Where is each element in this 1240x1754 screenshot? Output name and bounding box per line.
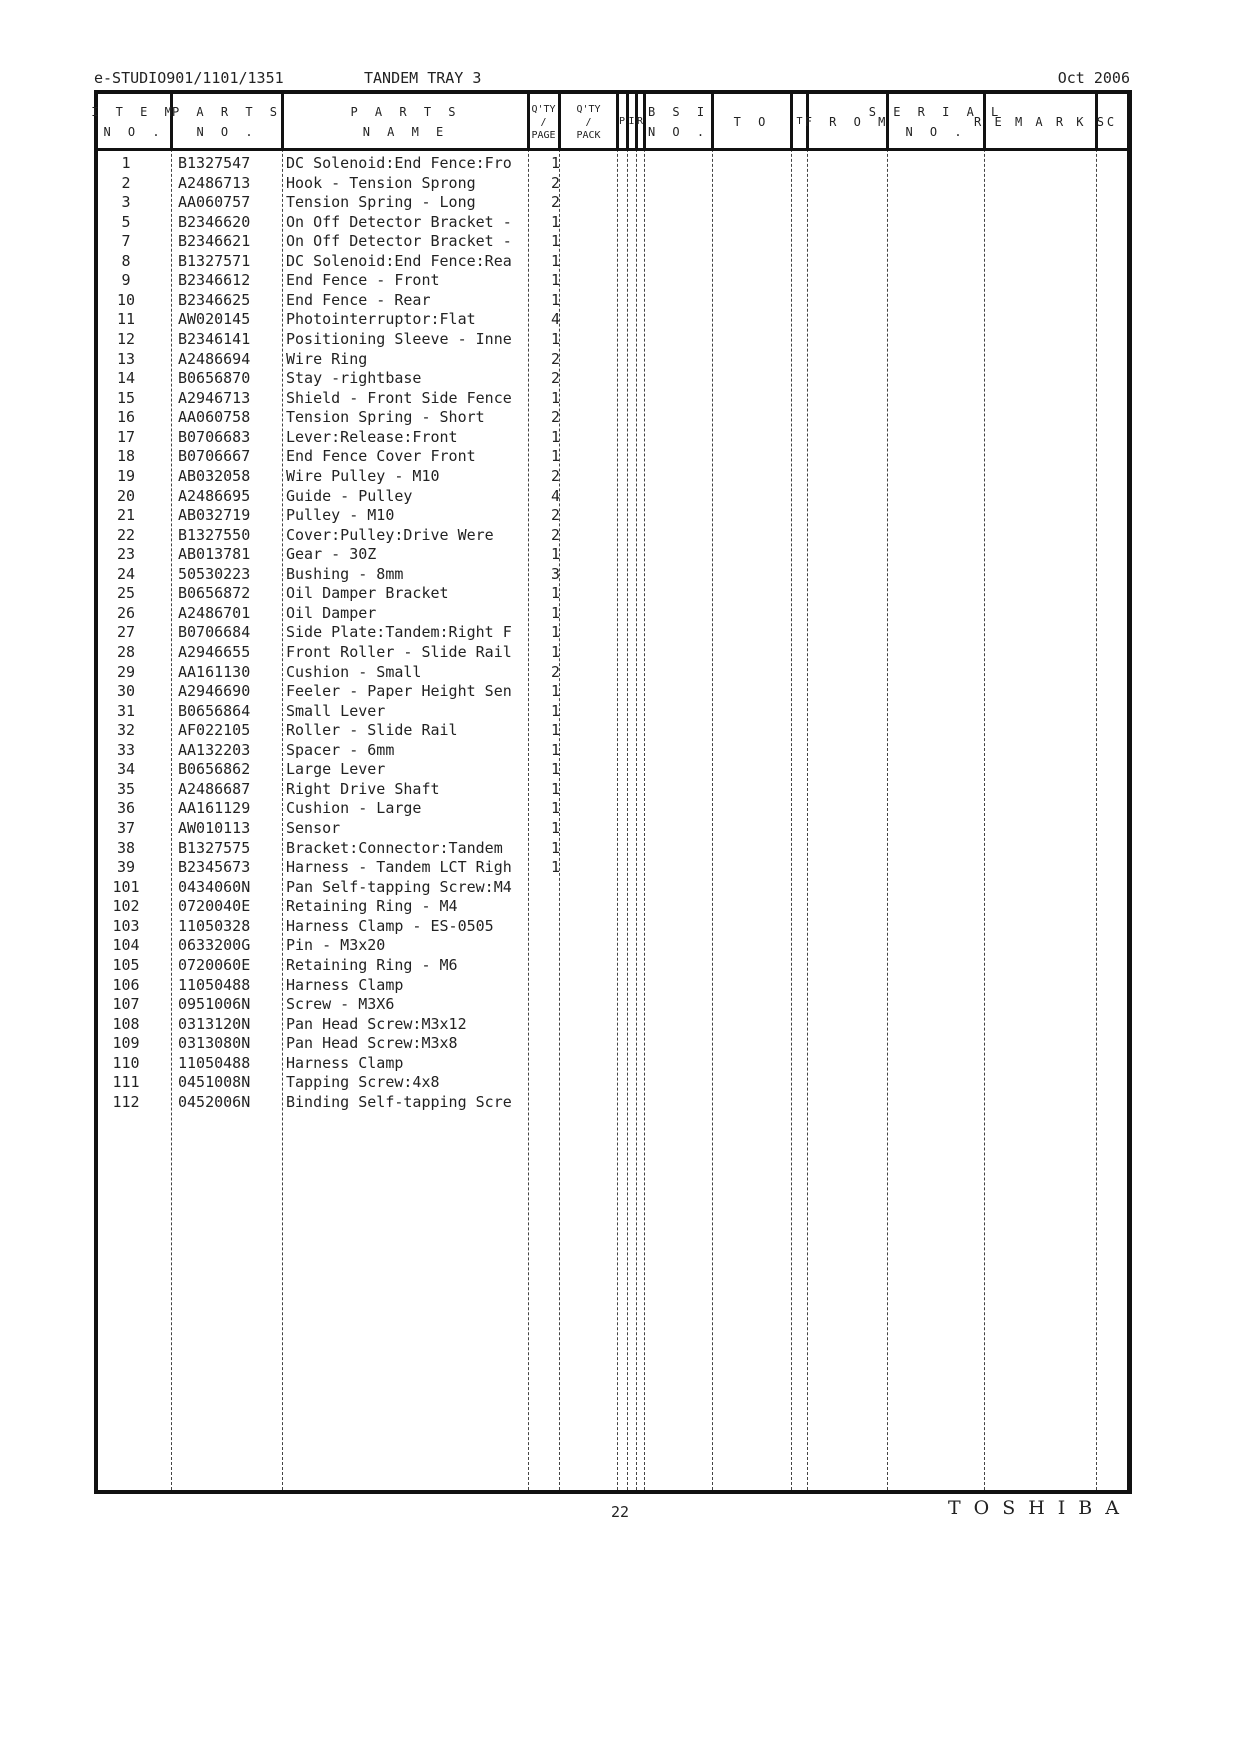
part-name-cell: End Fence - Front: [286, 271, 440, 290]
table-row: [98, 643, 1127, 663]
part-no-cell: 0720040E: [178, 897, 251, 916]
qty-page-cell: 2: [550, 662, 560, 681]
part-no-cell: B2346620: [178, 212, 251, 231]
item-no-cell: 30: [116, 682, 136, 701]
qty-page-cell: 2: [550, 349, 560, 368]
part-no-cell: 0633200G: [178, 936, 251, 955]
item-no-cell: 37: [116, 819, 136, 838]
part-no-cell: AB032058: [178, 466, 251, 485]
table-row: [98, 565, 1127, 585]
part-no-cell: 0452006N: [178, 1092, 251, 1111]
part-no-cell: A2486695: [178, 486, 251, 505]
table-row: [98, 330, 1127, 350]
part-name-cell: DC Solenoid:End Fence:Rea: [286, 251, 512, 270]
header-from: F R O M: [804, 115, 891, 129]
item-no-cell: 27: [116, 623, 136, 642]
table-row: [98, 213, 1127, 233]
item-no-cell: 28: [116, 643, 136, 661]
item-no-cell: 107: [112, 995, 140, 1014]
revision-date: Oct 2006: [1057, 69, 1130, 87]
qty-page-cell: 1: [550, 330, 560, 349]
part-no-cell: B0706684: [178, 623, 251, 642]
table-row: [98, 819, 1127, 839]
qty-page-cell: 1: [550, 623, 560, 642]
table-row: [98, 995, 1127, 1015]
page-number: 22: [610, 1503, 630, 1521]
qty-page-cell: 1: [550, 760, 560, 779]
part-no-cell: AA161129: [178, 799, 251, 818]
qty-page-cell: 1: [550, 799, 560, 818]
table-row: [98, 271, 1127, 291]
parts-list-table: [91, 90, 1132, 1494]
qty-page-cell: 1: [550, 271, 560, 290]
qty-page-cell: 1: [550, 682, 560, 701]
part-no-cell: B0656864: [178, 701, 251, 720]
part-name-cell: Binding Self-tapping Scre: [286, 1092, 512, 1111]
qty-page-cell: 1: [550, 740, 560, 759]
part-name-cell: Hook - Tension Sprong: [286, 173, 476, 192]
qty-page-cell: 2: [550, 408, 560, 427]
table-row: [98, 682, 1127, 702]
table-row: [98, 897, 1127, 917]
item-no-cell: 25: [116, 584, 136, 603]
qty-page-cell: 1: [550, 779, 560, 798]
part-name-cell: Pan Head Screw:M3x12: [286, 1014, 467, 1033]
part-name-cell: Side Plate:Tandem:Right F: [286, 623, 512, 642]
part-name-cell: Pulley - M10: [286, 506, 395, 525]
table-row: [98, 780, 1127, 800]
table-row: [98, 956, 1127, 976]
table-row: [98, 917, 1127, 937]
part-no-cell: AB013781: [178, 545, 251, 564]
table-row: [98, 310, 1127, 330]
item-no-cell: 109: [112, 1034, 140, 1053]
part-no-cell: 11050488: [178, 975, 251, 994]
header-t: T: [796, 116, 803, 127]
part-name-cell: Guide - Pulley: [286, 486, 413, 505]
part-name-cell: Pan Self-tapping Screw:M4: [286, 877, 512, 896]
part-no-cell: A2946713: [178, 388, 251, 407]
table-row: [98, 428, 1127, 448]
part-name-cell: Gear - 30Z: [286, 545, 377, 564]
item-no-cell: 1: [121, 154, 131, 172]
qty-page-cell: 1: [550, 643, 560, 661]
table-row: [98, 702, 1127, 722]
header-bsi-no: B S I N O .: [647, 105, 710, 139]
item-no-cell: 35: [116, 779, 136, 798]
table-row: [98, 839, 1127, 859]
part-name-cell: Harness Clamp: [286, 975, 404, 994]
qty-page-cell: 1: [550, 838, 560, 857]
part-no-cell: 0313120N: [178, 1014, 251, 1033]
qty-page-cell: 1: [550, 584, 560, 603]
item-no-cell: 17: [116, 427, 136, 446]
qty-page-cell: 2: [550, 506, 560, 525]
item-no-cell: 103: [112, 916, 140, 935]
item-no-cell: 23: [116, 545, 136, 564]
part-no-cell: AA060757: [178, 193, 251, 212]
part-no-cell: B2346612: [178, 271, 251, 290]
table-row: [98, 741, 1127, 761]
header-parts-no: P A R T S N O .: [171, 105, 283, 139]
part-no-cell: A2486694: [178, 349, 251, 368]
part-name-cell: Small Lever: [286, 701, 386, 720]
item-no-cell: 2: [121, 173, 131, 192]
qty-page-cell: 1: [550, 212, 560, 231]
qty-page-cell: 1: [550, 427, 560, 446]
qty-page-cell: 2: [550, 525, 560, 544]
table-row: [98, 447, 1127, 467]
table-row: [98, 721, 1127, 741]
item-no-cell: 5: [121, 212, 131, 231]
item-no-cell: 20: [116, 486, 136, 505]
qty-page-cell: 1: [550, 701, 560, 720]
table-row: [98, 584, 1127, 604]
item-no-cell: 112: [112, 1092, 140, 1111]
item-no-cell: 31: [116, 701, 136, 720]
item-no-cell: 36: [116, 799, 136, 818]
table-row: [98, 878, 1127, 898]
header-r: R: [636, 116, 644, 127]
part-name-cell: Spacer - 6mm: [286, 740, 395, 759]
part-name-cell: Front Roller - Slide Rail: [286, 643, 512, 661]
part-no-cell: B1327547: [178, 154, 251, 172]
part-no-cell: 0434060N: [178, 877, 251, 896]
table-row: [98, 408, 1127, 428]
part-name-cell: Tension Spring - Long: [286, 193, 476, 212]
table-row: [98, 799, 1127, 819]
qty-page-cell: 4: [550, 486, 560, 505]
table-row: [98, 604, 1127, 624]
part-no-cell: B2346141: [178, 330, 251, 349]
part-name-cell: Large Lever: [286, 760, 386, 779]
part-name-cell: Retaining Ring - M6: [286, 955, 458, 974]
qty-page-cell: 1: [550, 290, 560, 309]
part-no-cell: 0951006N: [178, 995, 251, 1014]
qty-page-cell: 1: [550, 447, 560, 466]
part-no-cell: 11050328: [178, 916, 251, 935]
item-no-cell: 15: [116, 388, 136, 407]
part-no-cell: B2345673: [178, 858, 251, 877]
qty-page-cell: 2: [550, 193, 560, 212]
qty-page-cell: 1: [550, 603, 560, 622]
table-row: [98, 1054, 1127, 1074]
item-no-cell: 14: [116, 369, 136, 388]
item-no-cell: 21: [116, 506, 136, 525]
part-no-cell: A2486713: [178, 173, 251, 192]
table-row: [98, 760, 1127, 780]
table-row: [98, 858, 1127, 878]
table-row: [98, 1073, 1127, 1093]
table-row: [98, 369, 1127, 389]
part-no-cell: AA060758: [178, 408, 251, 427]
part-name-cell: Cover:Pulley:Drive Were: [286, 525, 494, 544]
part-no-cell: B2346621: [178, 232, 251, 251]
part-name-cell: Right Drive Shaft: [286, 779, 440, 798]
table-row: [98, 291, 1127, 311]
qty-page-cell: 1: [550, 388, 560, 407]
model-number: e-STUDIO901/1101/1351: [94, 69, 284, 87]
qty-page-cell: 1: [550, 251, 560, 270]
part-name-cell: End Fence Cover Front: [286, 447, 476, 466]
qty-page-cell: 1: [550, 545, 560, 564]
table-row: [98, 467, 1127, 487]
part-no-cell: AB032719: [178, 506, 251, 525]
item-no-cell: 24: [116, 564, 136, 583]
table-row: [98, 1034, 1127, 1054]
item-no-cell: 8: [121, 251, 131, 270]
part-name-cell: Tapping Screw:4x8: [286, 1073, 440, 1092]
table-row: [98, 506, 1127, 526]
header-c: C: [1106, 115, 1120, 129]
table-row: [98, 526, 1127, 546]
part-name-cell: Wire Ring: [286, 349, 368, 368]
part-no-cell: AF022105: [178, 721, 251, 740]
header-remarks: R E M A R K S: [974, 115, 1107, 129]
item-no-cell: 26: [116, 603, 136, 622]
table-row: [98, 1015, 1127, 1035]
part-no-cell: A2946655: [178, 643, 251, 661]
part-name-cell: Bushing - 8mm: [286, 564, 404, 583]
qty-page-cell: 1: [550, 232, 560, 251]
part-no-cell: A2486687: [178, 779, 251, 798]
part-no-cell: A2946690: [178, 682, 251, 701]
brand-name: TOSHIBA: [947, 1497, 1132, 1519]
item-no-cell: 11: [116, 310, 136, 329]
item-no-cell: 18: [116, 447, 136, 466]
table-row: [98, 174, 1127, 194]
part-no-cell: B2346625: [178, 290, 251, 309]
part-name-cell: Oil Damper Bracket: [286, 584, 449, 603]
table-row: [98, 1093, 1127, 1113]
item-no-cell: 104: [112, 936, 140, 955]
item-no-cell: 39: [116, 858, 136, 877]
item-no-cell: 33: [116, 740, 136, 759]
item-no-cell: 29: [116, 662, 136, 681]
part-no-cell: 50530223: [178, 564, 251, 583]
part-name-cell: Harness Clamp: [286, 1053, 404, 1072]
item-no-cell: 22: [116, 525, 136, 544]
table-row: [98, 663, 1127, 683]
part-name-cell: Retaining Ring - M4: [286, 897, 458, 916]
item-no-cell: 106: [112, 975, 140, 994]
part-name-cell: Tension Spring - Short: [286, 408, 485, 427]
table-row: [98, 976, 1127, 996]
item-no-cell: 12: [116, 330, 136, 349]
header-i: I: [628, 116, 635, 127]
part-no-cell: A2486701: [178, 603, 251, 622]
item-no-cell: 13: [116, 349, 136, 368]
table-row: [98, 487, 1127, 507]
part-name-cell: Sensor: [286, 819, 341, 838]
table-row: [98, 936, 1127, 956]
qty-page-cell: 1: [550, 858, 560, 877]
item-no-cell: 19: [116, 466, 136, 485]
section-title: TANDEM TRAY 3: [364, 69, 482, 87]
qty-page-cell: 1: [550, 819, 560, 838]
item-no-cell: 34: [116, 760, 136, 779]
part-name-cell: Oil Damper: [286, 603, 377, 622]
qty-page-cell: 4: [550, 310, 560, 329]
part-no-cell: AW010113: [178, 819, 251, 838]
part-name-cell: Screw - M3X6: [286, 995, 395, 1014]
part-name-cell: Harness - Tandem LCT Righ: [286, 858, 512, 877]
item-no-cell: 7: [121, 232, 131, 251]
item-no-cell: 111: [112, 1073, 140, 1092]
header-serial-no: S E R I A L N O .: [868, 105, 1004, 139]
item-no-cell: 105: [112, 955, 140, 974]
item-no-cell: 102: [112, 897, 140, 916]
part-no-cell: AA132203: [178, 740, 251, 759]
header-item-no: I T E M N O .: [91, 105, 177, 139]
part-no-cell: 0313080N: [178, 1034, 251, 1053]
part-name-cell: Photointerruptor:Flat: [286, 310, 476, 329]
part-name-cell: Pin - M3x20: [286, 936, 386, 955]
table-row: [98, 154, 1127, 174]
table-row: [98, 193, 1127, 213]
part-no-cell: AA161130: [178, 662, 251, 681]
part-no-cell: B0656872: [178, 584, 251, 603]
qty-page-cell: 1: [550, 721, 560, 740]
table-row: [98, 623, 1127, 643]
header-p: P: [618, 116, 626, 127]
table-row: [98, 252, 1127, 272]
part-name-cell: Wire Pulley - M10: [286, 466, 440, 485]
item-no-cell: 38: [116, 838, 136, 857]
qty-page-cell: 3: [550, 564, 560, 583]
part-name-cell: Feeler - Paper Height Sen: [286, 682, 512, 701]
part-no-cell: B0706667: [178, 447, 251, 466]
part-name-cell: End Fence - Rear: [286, 290, 431, 309]
table-row: [98, 545, 1127, 565]
part-no-cell: B1327571: [178, 251, 251, 270]
item-no-cell: 32: [116, 721, 136, 740]
part-no-cell: B0706683: [178, 427, 251, 446]
part-no-cell: B1327575: [178, 838, 251, 857]
item-no-cell: 108: [112, 1014, 140, 1033]
item-no-cell: 9: [121, 271, 131, 290]
part-name-cell: Stay -rightbase: [286, 369, 422, 388]
part-no-cell: 11050488: [178, 1053, 251, 1072]
part-name-cell: Pan Head Screw:M3x8: [286, 1034, 458, 1053]
header-qty-pack: Q'TY / PACK: [576, 103, 601, 141]
part-name-cell: DC Solenoid:End Fence:Fro: [286, 154, 512, 172]
part-name-cell: On Off Detector Bracket -: [286, 212, 512, 231]
part-name-cell: Cushion - Small: [286, 662, 422, 681]
part-no-cell: 0720060E: [178, 955, 251, 974]
header-parts-name: P A R T S N A M E: [350, 105, 461, 139]
qty-page-cell: 2: [550, 173, 560, 192]
item-no-cell: 101: [112, 877, 140, 896]
header-to: T O: [733, 115, 771, 129]
part-no-cell: AW020145: [178, 310, 251, 329]
table-row: [98, 350, 1127, 370]
qty-page-cell: 2: [550, 466, 560, 485]
table-row: [98, 389, 1127, 409]
part-no-cell: B0656862: [178, 760, 251, 779]
part-no-cell: B1327550: [178, 525, 251, 544]
part-name-cell: Roller - Slide Rail: [286, 721, 458, 740]
part-name-cell: Cushion - Large: [286, 799, 422, 818]
header-qty-page: Q'TY / PAGE: [531, 103, 556, 141]
part-name-cell: Positioning Sleeve - Inne: [286, 330, 512, 349]
header-rule: [98, 148, 1127, 151]
part-no-cell: 0451008N: [178, 1073, 251, 1092]
part-name-cell: Harness Clamp - ES-0505: [286, 916, 494, 935]
part-name-cell: Bracket:Connector:Tandem: [286, 838, 503, 857]
item-no-cell: 16: [116, 408, 136, 427]
qty-page-cell: 1: [550, 154, 560, 172]
item-no-cell: 10: [116, 290, 136, 309]
qty-page-cell: 2: [550, 369, 560, 388]
part-name-cell: Shield - Front Side Fence: [286, 388, 512, 407]
item-no-cell: 110: [112, 1053, 140, 1072]
part-no-cell: B0656870: [178, 369, 251, 388]
part-name-cell: On Off Detector Bracket -: [286, 232, 512, 251]
table-row: [98, 232, 1127, 252]
item-no-cell: 3: [121, 193, 131, 212]
part-name-cell: Lever:Release:Front: [286, 427, 458, 446]
